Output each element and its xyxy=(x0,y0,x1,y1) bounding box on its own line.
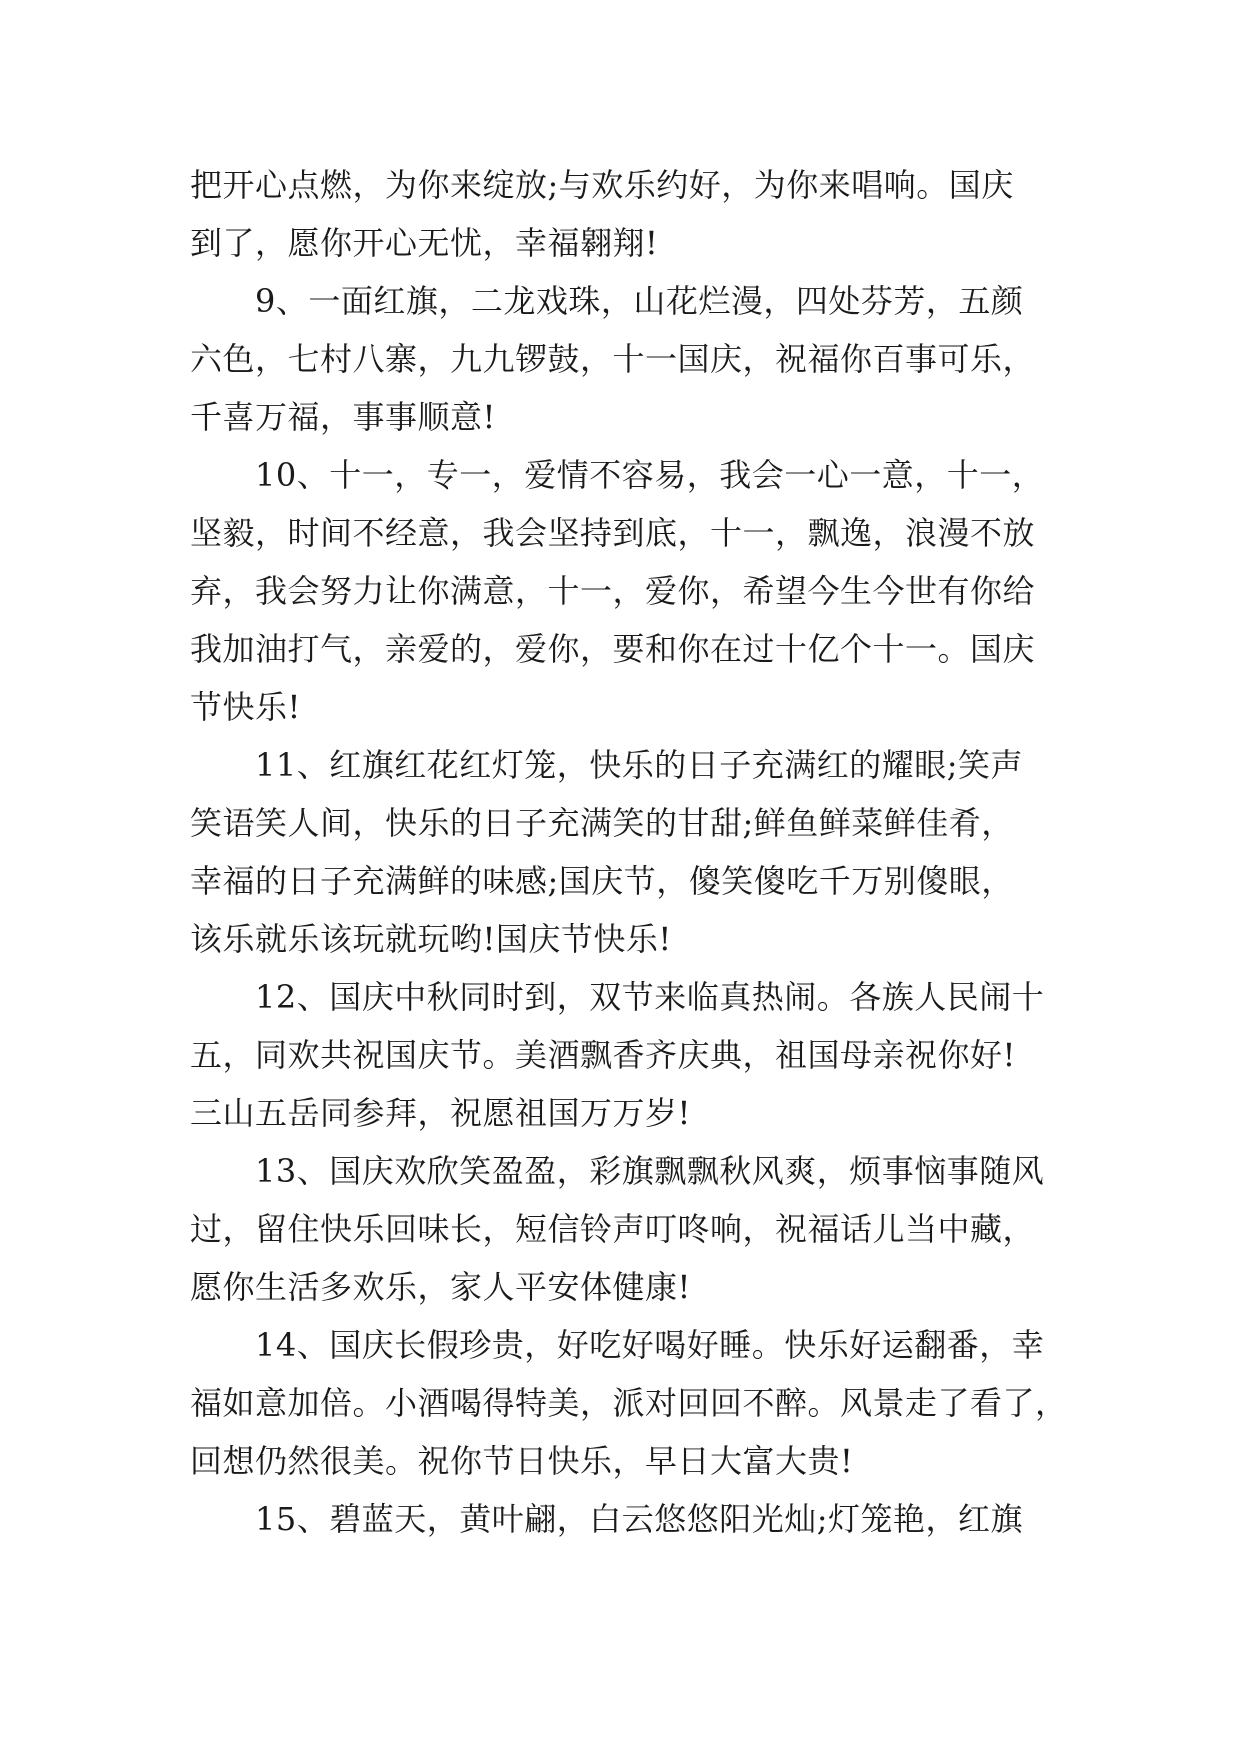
text-line: 幸福的日子充满鲜的味感;国庆节，傻笑傻吃千万别傻眼， xyxy=(190,862,1014,900)
text-line-numbered: 10、十一，专一，爱情不容易，我会一心一意，十一， xyxy=(255,456,1045,494)
text-line: 该乐就乐该玩就玩哟!国庆节快乐! xyxy=(190,920,672,958)
text-line-numbered: 12、国庆中秋同时到，双节来临真热闹。各族人民闹十 xyxy=(255,978,1045,1016)
text-line: 笑语笑人间，快乐的日子充满笑的甘甜;鲜鱼鲜菜鲜佳肴， xyxy=(190,804,1014,842)
text-line: 五，同欢共祝国庆节。美酒飘香齐庆典，祖国母亲祝你好! xyxy=(190,1036,1016,1074)
text-line: 到了，愿你开心无忧，幸福翱翔! xyxy=(190,224,659,262)
text-line-numbered: 15、碧蓝天，黄叶翩，白云悠悠阳光灿;灯笼艳，红旗 xyxy=(255,1500,1024,1538)
text-line: 弃，我会努力让你满意，十一，爱你，希望今生今世有你给 xyxy=(190,572,1036,610)
text-line: 千喜万福，事事顺意! xyxy=(190,398,496,436)
text-line: 福如意加倍。小酒喝得特美，派对回回不醉。风景走了看了， xyxy=(190,1384,1068,1422)
text-line-numbered: 9、一面红旗，二龙戏珠，山花烂漫，四处芬芳，五颜 xyxy=(255,282,1024,320)
text-line: 三山五岳同参拜，祝愿祖国万万岁! xyxy=(190,1094,691,1132)
text-line: 把开心点燃，为你来绽放;与欢乐约好，为你来唱响。国庆 xyxy=(190,166,1014,204)
text-line: 过，留住快乐回味长，短信铃声叮咚响，祝福话儿当中藏， xyxy=(190,1210,1036,1248)
text-line: 愿你生活多欢乐，家人平安体健康! xyxy=(190,1268,691,1306)
text-line: 回想仍然很美。祝你节日快乐，早日大富大贵! xyxy=(190,1442,854,1480)
text-line-numbered: 11、红旗红花红灯笼，快乐的日子充满红的耀眼;笑声 xyxy=(255,746,1024,784)
text-line-numbered: 14、国庆长假珍贵，好吃好喝好睡。快乐好运翻番，幸 xyxy=(255,1326,1045,1364)
text-line: 坚毅，时间不经意，我会坚持到底，十一，飘逸，浪漫不放 xyxy=(190,514,1036,552)
text-line: 我加油打气，亲爱的，爱你，要和你在过十亿个十一。国庆 xyxy=(190,630,1036,668)
text-line: 节快乐! xyxy=(190,688,301,726)
text-line-numbered: 13、国庆欢欣笑盈盈，彩旗飘飘秋风爽，烦事恼事随风 xyxy=(255,1152,1045,1190)
text-line: 六色，七村八寨，九九锣鼓，十一国庆，祝福你百事可乐， xyxy=(190,340,1036,378)
